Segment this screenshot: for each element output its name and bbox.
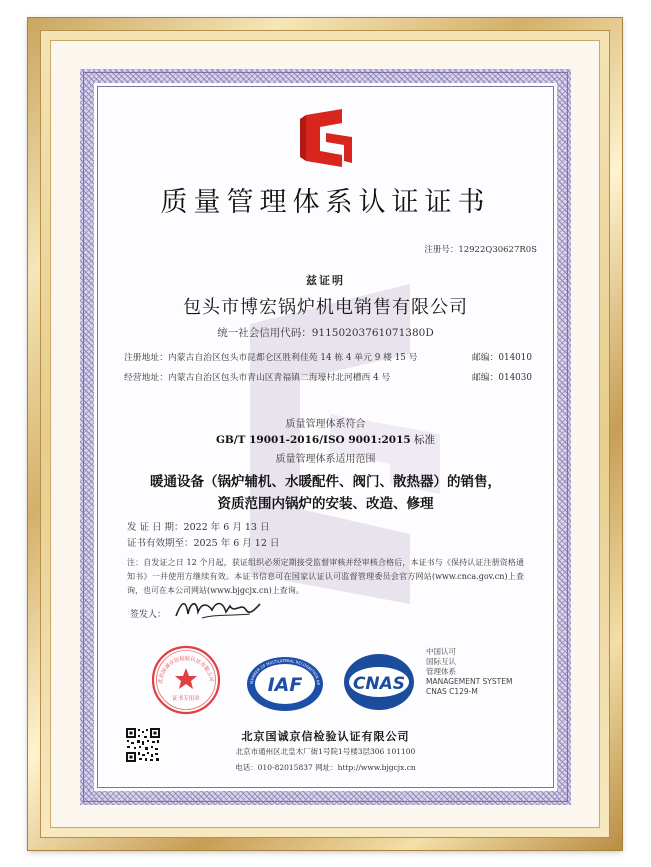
iaf-ring-text: MEMBER OF MULTILATERAL RECOGNITION AR — [248, 657, 322, 686]
standard-code: GB/T 19001-2016/ISO 9001:2015 — [215, 434, 411, 446]
issuer-address: 北京市通州区北皇木厂街1号院1号楼3层306 101100 — [235, 747, 416, 756]
company-name: 包头市博宏锅炉机电销售有限公司 — [183, 297, 468, 318]
seal-subtext: 证书专用章 — [172, 696, 200, 702]
issue-date: 发 证 日 期：2022 年 6 月 13 日 — [127, 522, 270, 533]
company-seal-icon — [150, 644, 222, 716]
expiry-date: 证书有效期至：2025 年 6 月 12 日 — [127, 538, 280, 549]
cnas-description — [426, 647, 512, 697]
iaf-logo-icon — [245, 654, 325, 714]
credit-code: 统一社会信用代码：91150203761071380D — [217, 327, 434, 339]
certificate-title: 质量管理体系认证证书 — [160, 187, 491, 218]
signature-icon — [172, 594, 262, 624]
business-postcode: 邮编：014030 — [472, 373, 532, 383]
scope — [100, 471, 551, 515]
cnas-line: 国际互认 — [426, 657, 456, 666]
cnas-text: CNAS — [352, 674, 406, 694]
standard-suffix: 标准 — [410, 434, 436, 446]
certificate — [80, 69, 571, 805]
registered-address-row — [124, 350, 532, 363]
note-text: 注：自发证之日 12 个月起，获证组织必须定期接受监督审核并经审核合格后，本证书与《保持认证注册资格通知书》一并使用方继续有效。本证书信息可在国家认证认可监督管理委员会官方网站(www.cnca.gov.cn)上查询，也可在本公司网站(www.bjgcjx.cn)上查询。 — [127, 558, 524, 595]
standard-intro: 质量管理体系符合 — [285, 419, 366, 430]
certification-logo-icon — [296, 109, 354, 167]
cnas-line: MANAGEMENT SYSTEM — [426, 677, 513, 686]
business-address-row — [124, 370, 532, 383]
registration-number: 注册号：12922Q30627R0S — [424, 245, 537, 255]
iaf-text: IAF — [267, 674, 303, 696]
issuer-name: 北京国诚京信检验认证有限公司 — [241, 730, 410, 743]
cnas-line: 中国认可 — [426, 647, 456, 656]
cnas-line: CNAS C129-M — [426, 687, 478, 696]
scope-intro: 质量管理体系适用范围 — [275, 454, 376, 465]
seal-text: 北京国诚京信检验认证有限公司 — [157, 655, 214, 685]
cnas-line: 管理体系 — [426, 667, 456, 676]
scope-line-1: 暖通设备（锅炉辅机、水暖配件、阀门、散热器）的销售， — [150, 474, 501, 490]
issuer-contact: 电话：010-82015837 网址：http://www.bjgcjx.cn — [235, 763, 416, 772]
cnas-logo-icon — [342, 652, 416, 712]
business-address: 经营地址：内蒙古自治区包头市青山区青福镇二海壕村北河槽西 4 号 — [124, 373, 391, 383]
standard-line — [80, 432, 571, 447]
hereby-certify: 兹证明 — [306, 274, 345, 287]
scope-line-2: 资质范围内锅炉的安装、改造、修理 — [217, 496, 434, 512]
signer-label: 签发人： — [130, 610, 167, 620]
registered-address: 注册地址：内蒙古自治区包头市昆都仑区胜利佳苑 14 栋 4 单元 9 楼 15 号 — [124, 353, 418, 363]
registered-postcode: 邮编：014010 — [472, 353, 532, 363]
